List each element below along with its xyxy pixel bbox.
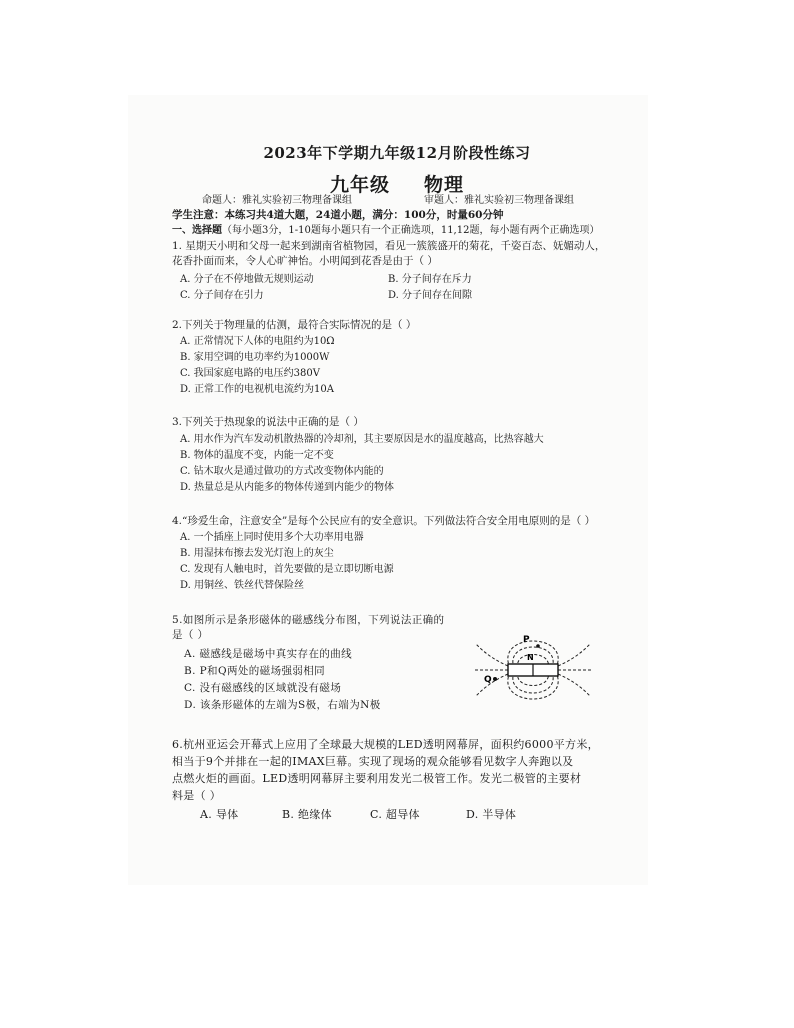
question-6-stem-line-4: 料是（ ） (172, 789, 221, 802)
section-title: 一、选择题 (172, 225, 222, 236)
question-2-option-c: C. 我国家庭电路的电压约380V (180, 368, 320, 379)
question-1-option-c: C. 分子间存在引力 (180, 290, 264, 301)
question-2-option-d: D. 正常工作的电视机电流约为10A (180, 384, 334, 395)
question-5-option-a: A. 磁感线是磁场中真实存在的曲线 (184, 648, 353, 660)
question-6-option-a: A. 导体 (200, 808, 239, 821)
question-6-option-d: D. 半导体 (466, 808, 517, 821)
subject-heading (0, 170, 794, 197)
question-5-stem-line-1: 5.如图所示是条形磁体的磁感线分布图，下列说法正确的 (172, 614, 445, 626)
section-instructions: （每小题3分，1-10题每小题只有一个正确选项，11,12题，每小题有两个正确选项） (222, 225, 600, 236)
bar-magnet-figure (468, 620, 598, 710)
question-4-option-c: C. 发现有人触电时，首先要做的是立即切断电源 (180, 564, 394, 575)
reviewer-line: 审题人：雅礼实验初三物理备课组 (424, 195, 574, 206)
label-n: N (527, 653, 534, 662)
subject-label: 物理 (424, 174, 465, 196)
grade-label: 九年级 (329, 174, 390, 196)
question-4-stem: 4.“珍爱生命，注意安全”是每个公民应有的安全意识。下列做法符合安全用电原则的是（ ） (172, 515, 596, 527)
question-3-option-c: C. 钻木取火是通过做功的方式改变物体内能的 (180, 466, 384, 477)
question-4-option-d: D. 用铜丝、铁丝代替保险丝 (180, 580, 305, 591)
question-5-option-b: B. P和Q两处的磁场强弱相同 (184, 665, 326, 677)
section-heading-line (172, 224, 599, 237)
question-6-stem-line-2: 相当于9个并排在一起的IMAX巨幕。实现了现场的观众能够看见数字人奔跑以及 (172, 755, 574, 768)
question-1-stem-line-2: 花香扑面而来，令人心旷神怡。小明闻到花香是由于（ ） (172, 255, 438, 267)
point-q-dot (493, 677, 497, 681)
question-6-option-c: C. 超导体 (370, 808, 420, 821)
student-notice: 学生注意：本练习共4道大题，24道小题，满分：100分，时量60分钟 (172, 209, 504, 221)
question-1-option-b: B. 分子间存在斥力 (388, 274, 472, 285)
question-3-option-a: A. 用水作为汽车发动机散热器的冷却剂，其主要原因是水的温度越高，比热容越大 (180, 434, 544, 445)
question-1-option-d: D. 分子间存在间隙 (388, 290, 473, 301)
question-3-stem: 3.下列关于热现象的说法中正确的是（ ） (172, 416, 364, 428)
question-1-stem-line-1: 1. 星期天小明和父母一起来到湖南省植物园，看见一簇簇盛开的菊花，千姿百态、妩媚动人， (172, 240, 606, 252)
question-3-option-b: B. 物体的温度不变，内能一定不变 (180, 450, 334, 461)
question-2-stem: 2.下列关于物理量的估测，最符合实际情况的是（ ） (172, 319, 417, 331)
question-6-option-b: B. 绝缘体 (282, 808, 332, 821)
question-6-stem-line-1: 6.杭州亚运会开幕式上应用了全球最大规模的LED透明网幕屏，面积约6000平方米， (172, 738, 599, 751)
label-p: P (523, 635, 530, 645)
point-p-dot (536, 644, 540, 648)
question-1-option-a: A. 分子在不停地做无规则运动 (180, 274, 314, 285)
exam-title: 2023年下学期九年级12月阶段性练习 (263, 144, 531, 162)
question-4-option-b: B. 用湿抹布擦去发光灯泡上的灰尘 (180, 548, 334, 559)
question-4-option-a: A. 一个插座上同时使用多个大功率用电器 (180, 532, 364, 543)
question-6-stem-line-3: 点燃火炬的画面。LED透明网幕屏主要利用发光二极管工作。发光二极管的主要材 (172, 772, 582, 785)
label-q: Q (484, 675, 492, 685)
question-5-stem-line-2: 是（ ） (172, 629, 209, 641)
question-2-option-a: A. 正常情况下人体的电阻约为10Ω (180, 336, 335, 347)
author-line: 命题人：雅礼实验初三物理备课组 (202, 195, 352, 206)
question-3-option-d: D. 热量总是从内能多的物体传递到内能少的物体 (180, 482, 395, 493)
question-2-option-b: B. 家用空调的电功率约为1000W (180, 352, 330, 363)
question-5-option-d: D. 该条形磁体的左端为S极，右端为N极 (184, 699, 381, 711)
question-5-option-c: C. 没有磁感线的区域就没有磁场 (184, 682, 342, 694)
